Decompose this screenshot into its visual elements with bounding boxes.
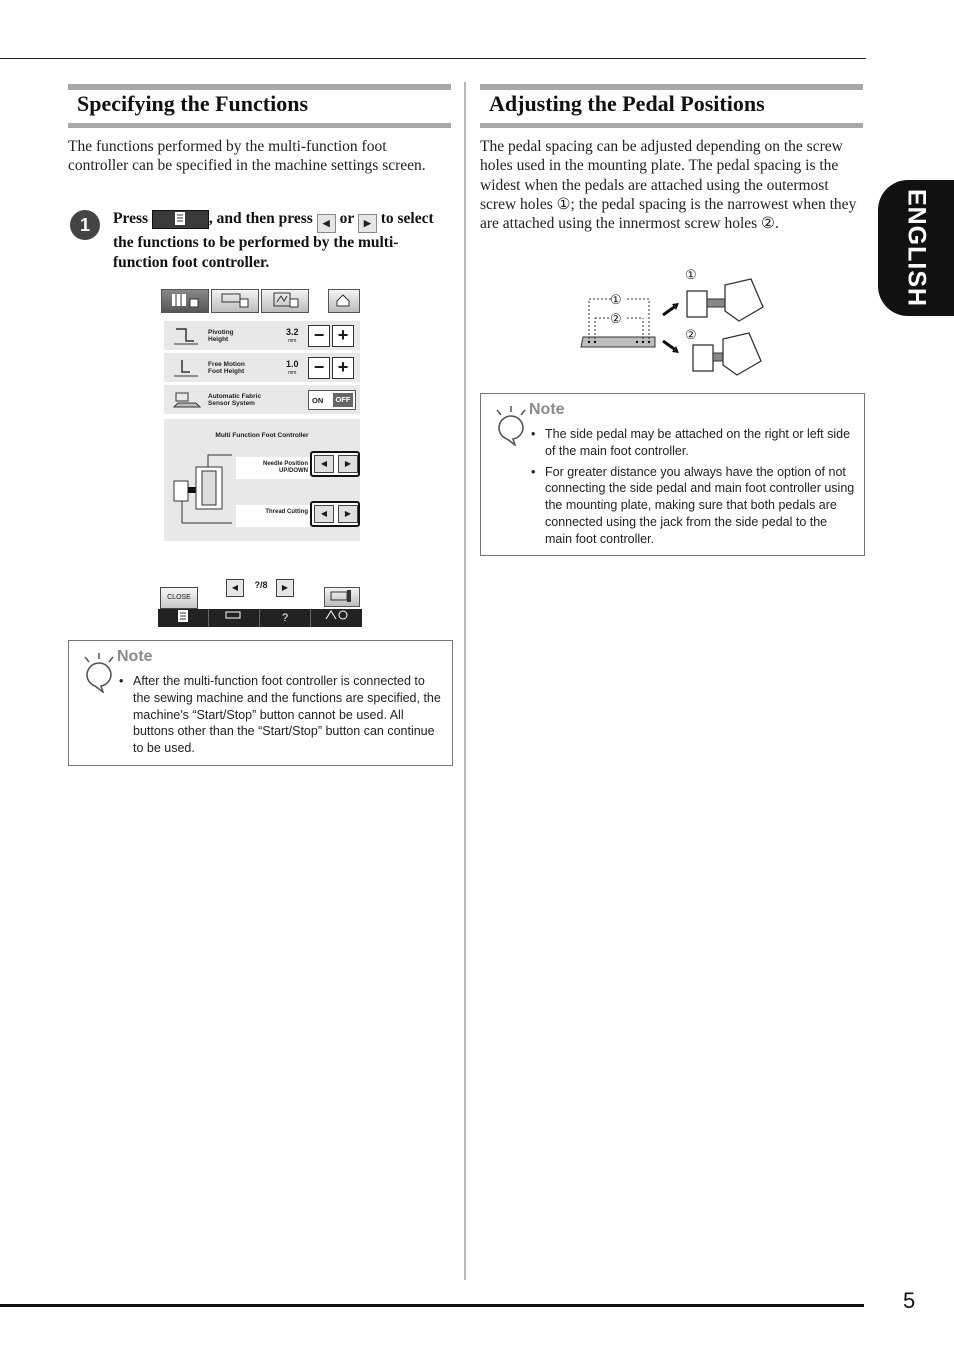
figure-label-outer: ① [610, 292, 622, 307]
fabric-sensor-toggle[interactable]: ON OFF [308, 390, 356, 410]
bottom-rule [0, 1304, 864, 1307]
right-note-list [531, 426, 857, 552]
presser-foot-icon [172, 325, 200, 347]
step-number: 1 [70, 210, 100, 240]
left-note-box [68, 640, 453, 766]
help-button[interactable]: ? [260, 609, 311, 627]
pedal-positions-illustration [575, 265, 775, 380]
home-button[interactable] [328, 289, 360, 313]
page-next-icon[interactable]: ▶ [276, 579, 294, 597]
figure-label-inner: ② [610, 311, 622, 326]
list-item: • After the multi-function foot controller is connected to the sewing machine and the functions are specified, the machine's “Start/Stop” button cannot be used. All buttons other than the “Start/Stop” button can continue to be used. [119, 673, 441, 757]
figure-label-narrow-pedals: ② [685, 327, 697, 342]
settings-tab-button[interactable] [158, 609, 209, 627]
top-rule [0, 58, 866, 59]
needle-position-left-arrow-icon[interactable]: ◀ [314, 455, 334, 473]
language-tab [878, 180, 954, 316]
page-indicator: ?/8 [254, 580, 268, 590]
document-icon [173, 211, 187, 226]
pivoting-height-minus-button[interactable]: − [308, 325, 330, 347]
sewing-machine-icon [224, 609, 244, 621]
function-label-thread-cutting: Thread Cutting [236, 505, 312, 527]
list-item: • For greater distance you always have the option of not connecting the side pedal and main foot controller using the mounting plate, making sure that both pedals are connected using the jack from the side pedal to the main foot controller. [531, 464, 857, 548]
machine-info-button[interactable] [324, 587, 360, 607]
page-selector [226, 579, 296, 597]
embroidery-icon [262, 290, 306, 310]
left-note-title: Note [117, 648, 153, 665]
left-section-title: Specifying the Functions [77, 91, 309, 116]
document-icon [177, 609, 189, 623]
pivoting-height-value: 3.2 mm [286, 327, 299, 344]
list-item: • The side pedal may be attached on the right or left side of the main foot controller. [531, 426, 857, 460]
right-arrow-icon: ▶ [358, 214, 377, 233]
page-prev-icon[interactable]: ◀ [226, 579, 244, 597]
fabric-sensor-icon [172, 389, 202, 411]
sewing-tab-button[interactable] [209, 609, 260, 627]
language-tab-label: ENGLISH [902, 188, 931, 308]
lightbulb-icon [81, 653, 117, 693]
left-section-header [68, 84, 451, 128]
left-intro: The functions performed by the multi-function foot controller can be specified in the machine settings screen. [68, 138, 426, 175]
page-number: 5 [903, 1288, 916, 1313]
stitch-tab-button[interactable] [311, 609, 362, 627]
free-motion-height-minus-button[interactable]: − [308, 357, 330, 379]
right-section-title: Adjusting the Pedal Positions [489, 91, 765, 116]
foot-controller-panel [164, 419, 360, 541]
machine-info-icon [325, 588, 357, 604]
sewing-machine-icon [212, 290, 256, 310]
right-note-box [480, 393, 865, 556]
step-instruction: Press , and then press ◀ or ▶ to select the functions to be performed by the multi-function foot controller. [113, 210, 434, 271]
close-button[interactable]: CLOSE [160, 587, 198, 609]
right-intro: The pedal spacing can be adjusted depending on the screw holes used in the mounting plate. The pedal spacing is the widest when the pedals are attached using the outermost screw holes ①; the pedal spacing is the narrowest when they are attached using the innermost screw holes ②. [480, 138, 857, 233]
setting-row-fabric-sensor: Automatic Fabric Sensor System ON OFF [164, 385, 360, 415]
panel-title: Multi Function Foot Controller [215, 432, 309, 439]
function-label-needle-position: Needle Position UP/DOWN [236, 457, 312, 479]
figure-label-wide-pedals: ① [685, 267, 697, 282]
settings-button-image [152, 210, 209, 229]
settings-tab-icon [162, 290, 206, 310]
tab-machine-settings[interactable] [161, 289, 209, 313]
settings-screen-illustration [158, 287, 362, 627]
thread-cutting-right-arrow-icon[interactable]: ▶ [338, 505, 358, 523]
stitch-icon [323, 609, 351, 621]
tab-embroidery-settings[interactable] [261, 289, 309, 313]
thread-cutting-selector [310, 501, 360, 527]
bottom-toolbar [158, 609, 362, 627]
pedal-mounting-diagram-icon [575, 265, 775, 380]
left-arrow-icon: ◀ [317, 214, 336, 233]
free-motion-height-plus-button[interactable]: + [332, 357, 354, 379]
lightbulb-icon [493, 406, 529, 446]
free-motion-height-value: 1.0 mm [286, 359, 299, 376]
setting-row-free-motion-foot-height: Free Motion Foot Height 1.0 mm − + [164, 353, 360, 383]
needle-position-right-arrow-icon[interactable]: ▶ [338, 455, 358, 473]
pivoting-height-plus-button[interactable]: + [332, 325, 354, 347]
right-section-header [480, 84, 863, 128]
column-divider [464, 82, 466, 1280]
home-icon [329, 290, 357, 310]
thread-cutting-left-arrow-icon[interactable]: ◀ [314, 505, 334, 523]
setting-row-pivoting-height: Pivoting Height 3.2 mm − + [164, 321, 360, 351]
free-motion-foot-icon [172, 357, 200, 379]
left-note-list [119, 673, 441, 761]
needle-position-selector [310, 451, 360, 477]
right-note-title: Note [529, 401, 565, 418]
tab-sewing-settings[interactable] [211, 289, 259, 313]
